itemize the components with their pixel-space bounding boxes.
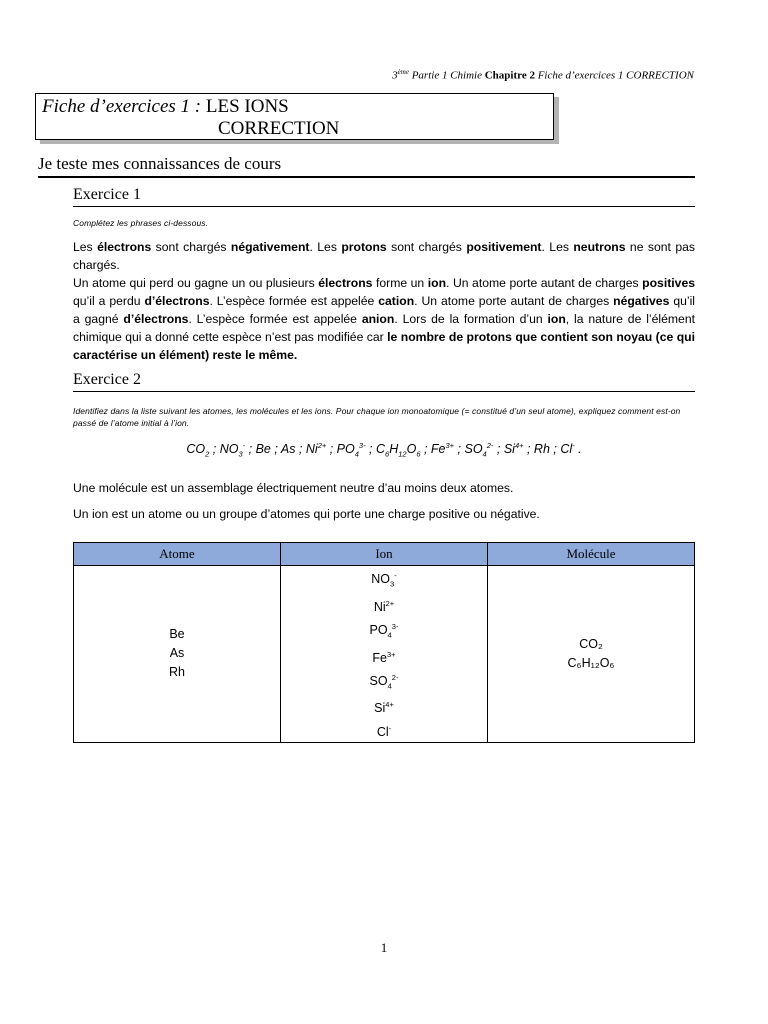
level-superscript: ème [397, 68, 409, 76]
species-formula: Be [255, 442, 271, 457]
exercise-1-rule [73, 206, 695, 207]
running-header [300, 68, 694, 82]
part-label: Partie 1 Chimie [411, 69, 482, 82]
answer-protons: protons [341, 240, 387, 254]
answer-anion: anion [361, 312, 395, 326]
species-formula: $PO_4^{3-}$ [336, 441, 366, 459]
section-rule [38, 176, 695, 178]
text-span: ne sont pas chargés. [73, 240, 695, 272]
molecule-entry: C₆H₁₂O₆ [567, 655, 615, 670]
ion-entry [281, 617, 487, 645]
column-header-atome: Atome [74, 543, 281, 566]
ions-cell [281, 566, 488, 743]
column-header-molecule: Molécule [488, 543, 695, 566]
answer-electrons: électrons [97, 240, 152, 254]
ion-entry [281, 644, 487, 667]
species-formula: $CO_2$ [186, 442, 210, 459]
answer-electrons: électrons [318, 276, 373, 290]
exercise-1-paragraph-2 [73, 274, 695, 364]
species-formula: $Ni^{2+}$ [305, 441, 327, 457]
species-formula: $Fe^{3+}$ [430, 441, 455, 457]
section-title: Je teste mes connaissances de cours [38, 154, 282, 173]
answer-ion: ion [427, 276, 447, 290]
species-formula: $C_6H_{12}O_6$ [376, 442, 421, 459]
species-formula: $Si^{4+}$ [503, 441, 524, 457]
species-formula: Cl- [560, 441, 575, 457]
answer-positives: positives [642, 276, 696, 290]
text-span: Un atome qui perd ou gagne un ou plusieurs [73, 276, 319, 290]
ion-entry [281, 566, 487, 594]
answer-negatives: négatives [613, 294, 670, 308]
column-header-ion: Ion [281, 543, 488, 566]
species-formula: As [280, 442, 296, 457]
text-span: qu’il a perdu [73, 294, 145, 308]
text-span: . L’espèce formée est appelée [209, 294, 379, 308]
ion-definition: Un ion est un atome ou un groupe d’atomes qui porte une charge positive ou négative. [73, 507, 540, 521]
ion-entry [281, 718, 487, 741]
ion-formula: $PO_4^{3-}$ [369, 621, 399, 640]
atom-entry: Rh [169, 665, 185, 680]
ion-formula: $Si^{4+}$ [374, 700, 394, 716]
answer-d-electrons: d’électrons [144, 294, 210, 308]
answer-d-electrons: d’électrons [123, 312, 189, 326]
species-formula: $SO_4^{2-}$ [464, 441, 494, 459]
molecule-entry: CO₂ [579, 636, 603, 651]
exercise-1-heading: Exercice 1 [73, 186, 141, 203]
text-span: . L’espèce formée est appelée [188, 312, 362, 326]
atoms-cell [74, 566, 281, 743]
text-span: qu’il a gagné [73, 294, 695, 326]
ion-formula: $SO_4^{2-}$ [369, 672, 399, 691]
page-number: 1 [380, 940, 388, 955]
text-span: , la nature de l’élément chimique qui a donné cette espèce n’est pas modifiée car [73, 312, 695, 344]
exercise-2-rule [73, 391, 695, 392]
ion-formula: Cl- [376, 723, 392, 739]
exercise-2-instruction: Identifiez dans la liste suivant les atomes, les molécules et les ions. Pour chaque ion monoatomique (= constitué d’un seul atome), expliquez comment est-on passé de l’atome initial à l’ion. [73, 406, 681, 428]
text-span: . Un atome porte autant de charges [446, 276, 643, 290]
molecules-cell [488, 566, 695, 743]
ion-entry [281, 695, 487, 718]
title-box [35, 93, 554, 140]
title-main: LES IONS [205, 96, 289, 117]
text-span: . Les [541, 240, 574, 254]
title-prefix: Fiche d’exercices 1 : [42, 96, 202, 117]
text-span: . Les [309, 240, 342, 254]
text-span: . Un atome porte autant de charges [414, 294, 614, 308]
species-list: $CO_2$ ; $NO_3^-$ ; Be ; As ; $Ni^{2+}$ ; $PO_4^{3-}$ ; $C_6H_{12}O_6$ ; $Fe^{3+}$ ; $SO_4^{2-}$ ; $Si^{4+}$ ; Rh ; Cl- . [186, 441, 582, 459]
text-span: forme un [372, 276, 428, 290]
answer-negativement: négativement [230, 240, 310, 254]
answer-ion: ion [547, 312, 566, 326]
answer-protons-sentence: le nombre de protons que contient son noyau (ce qui caractérise un élément) reste le même. [73, 330, 695, 362]
species-formula: $NO_3^-$ [219, 441, 246, 459]
species-formula: Rh [533, 442, 550, 457]
title-subtitle: CORRECTION [218, 118, 340, 139]
ion-formula: $Fe^{3+}$ [372, 649, 396, 665]
exercise-2-heading: Exercice 2 [73, 371, 141, 388]
level-number: 3 [392, 69, 398, 82]
ion-entry [281, 594, 487, 617]
text-span: sont chargés [386, 240, 467, 254]
classification-table [73, 542, 695, 743]
table-row [74, 566, 695, 743]
ion-formula: $NO_3^-$ [371, 571, 397, 589]
exercise-1-paragraph-1 [73, 238, 695, 274]
exercise-1-instruction: Complétez les phrases ci-dessous. [73, 218, 209, 228]
sheet-label: Fiche d’exercices 1 CORRECTION [537, 69, 694, 82]
molecule-definition: Une molécule est un assemblage électriquement neutre d’au moins deux atomes. [73, 481, 514, 495]
text-span: . Lors de la formation d’un [394, 312, 548, 326]
answer-positivement: positivement [466, 240, 542, 254]
chapter-label: Chapitre 2 [484, 69, 535, 82]
answer-cation: cation [378, 294, 415, 308]
atom-entry: As [169, 646, 185, 661]
text-span: Les [73, 240, 98, 254]
answer-neutrons: neutrons [573, 240, 626, 254]
atom-entry: Be [169, 627, 185, 642]
title-line-1 [42, 96, 289, 118]
ion-formula: $Ni^{2+}$ [373, 598, 395, 614]
text-span: sont chargés [151, 240, 231, 254]
ion-entry [281, 668, 487, 696]
table-header-row [74, 543, 695, 566]
